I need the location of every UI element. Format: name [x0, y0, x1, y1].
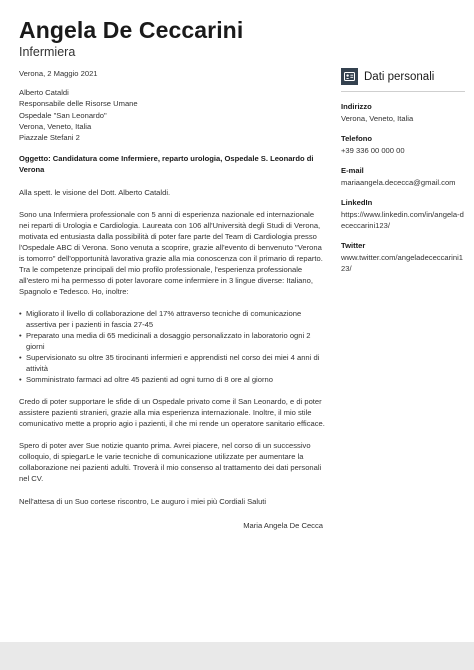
- applicant-role: Infermiera: [19, 45, 76, 59]
- letter-subject: Oggetto: Candidatura come Infermiere, reparto urologia, Ospedale S. Leonardo di Verona: [19, 154, 314, 175]
- field-label: Telefono: [341, 134, 373, 143]
- field-twitter: [341, 241, 466, 274]
- field-label: LinkedIn: [341, 198, 373, 207]
- letter-salutation: Alla spett. le visione del Dott. Alberto Cataldi.: [19, 188, 171, 198]
- applicant-name: Angela De Ceccarini: [19, 17, 244, 43]
- field-label: Indirizzo: [341, 102, 372, 111]
- list-item: • Preparato una media di 65 medicinali a dosaggio personalizzato in laboratorio ogni 2 giorni: [19, 330, 325, 352]
- list-item: • Migliorato il livello di collaborazione del 17% attraverso tecniche di comunicazione assertiva per i pazienti in fascia 27-45: [19, 308, 325, 330]
- sidebar-divider: [341, 91, 465, 92]
- recipient-block: [19, 87, 325, 143]
- letter-date: Verona, 2 Maggio 2021: [19, 69, 98, 78]
- field-email: [341, 166, 466, 188]
- letter-signature: Maria Angela De Cecca: [243, 521, 323, 531]
- recipient-city: Verona, Veneto, Italia: [19, 121, 92, 131]
- paragraph-intro: Sono una Infermiera professionale con 5 anni di esperienza nazionale ed internazionale nei reparti di Urologia e Cardiologia. Laureata con 106 all'Università degli Studi di Verona, motivata ed entusiasta dalla possibilità di poter fare parte del Team di Cardiologia presso l'Ospedale ABC di Verona. Sono venuta a scoprire, grazie all'evento di benvenuto "Verona is tomorro" dell'opportunità lavorativa grazie alla mia conoscenza con il primario di reparto.: [19, 210, 323, 264]
- recipient-street: Piazzale Stefani 2: [19, 133, 80, 143]
- list-item: • Supervisionato su oltre 35 tirocinanti infermieri e apprendisti nel corso dei miei 4 anni di attività: [19, 352, 325, 374]
- id-card-icon: [341, 68, 358, 85]
- recipient-title: Responsabile delle Risorse Umane: [19, 99, 138, 109]
- paragraph-skills: Tra le competenze principali del mio profilo professionale, l'esperienza professionale all'estero mi ha permesso di poter lavorare come infermiere in 3 lingue diverse: Italiano, Spagnolo e Tedesco. Ho, inoltre:: [19, 265, 313, 297]
- list-item: • Somministrato farmaci ad oltre 45 pazienti ad ogni turno di 8 ore al giorno: [19, 374, 325, 385]
- letter-closing: Nell'attesa di un Suo cortese riscontro, Le auguro i miei più Cordiali Saluti: [19, 497, 267, 507]
- paragraph-followup: Spero di poter aver Sue notizie quanto prima. Avrei piacere, nel corso di un successivo colloquio, di spiegarLe le varie tecniche di comunicazione utilizzate per aumentare la collaborazione nei pazienti adulti. Troverà il mio consenso al trattamento dei dati personali nel CV.: [19, 441, 322, 484]
- sidebar-title: Dati personali: [364, 70, 435, 83]
- field-value: Verona, Veneto, Italia: [341, 114, 414, 123]
- achievements-list: [19, 308, 325, 385]
- email-link[interactable]: mariaangela.dececca@gmail.com: [341, 178, 456, 187]
- field-label: E-mail: [341, 166, 364, 175]
- field-label: Twitter: [341, 241, 366, 250]
- field-address: [341, 102, 466, 124]
- recipient-name: Alberto Cataldi: [19, 88, 69, 97]
- field-linkedin: [341, 198, 466, 231]
- recipient-organization: Ospedale "San Leonardo": [19, 110, 107, 120]
- personal-data-sidebar: [341, 68, 466, 274]
- twitter-link[interactable]: www.twitter.com/angeladececcarini123/: [341, 253, 463, 273]
- letter-body: [19, 68, 325, 531]
- linkedin-link[interactable]: https://www.linkedin.com/in/angela-dececcarini123/: [341, 210, 464, 230]
- field-phone: [341, 134, 466, 156]
- paragraph-motivation: Credo di poter supportare le sfide di un Ospedale privato come il San Leonardo, e di poter assistere pazienti stranieri, grazie alla mia esperienza internazionale. Inoltre, il mio stile comunicativo mette a proprio agio i pazienti, il che mi rende un operatore sanitario efficace.: [19, 397, 325, 429]
- sidebar-header: [341, 68, 466, 85]
- field-value: +39 336 00 000 00: [341, 146, 405, 155]
